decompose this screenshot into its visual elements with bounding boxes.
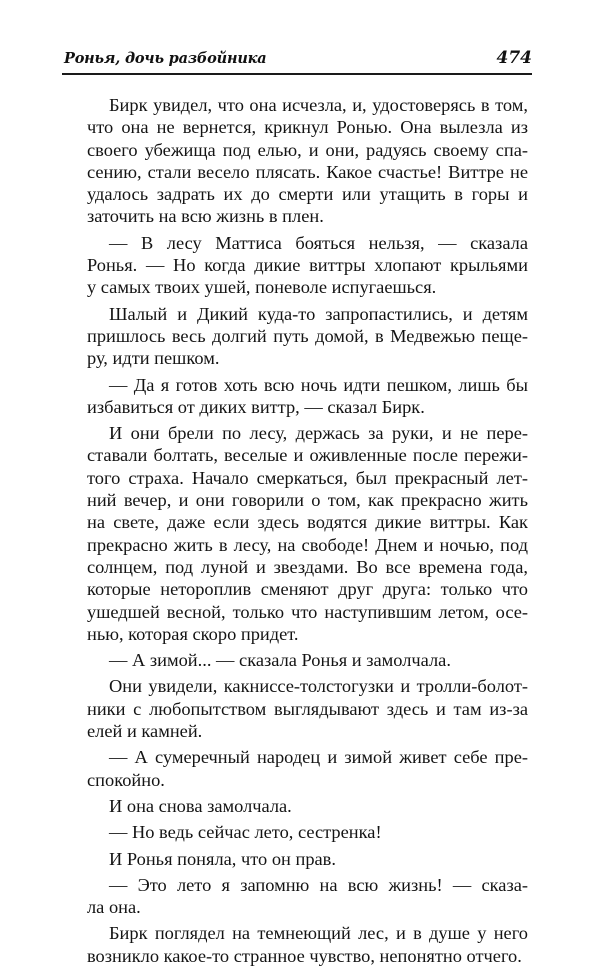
paragraph <box>87 848 528 870</box>
running-header <box>62 50 532 76</box>
text-line: Шалый и Дикий куда-то запропастились, и детям <box>109 303 528 324</box>
text-line: ники с любопытством выглядывают здесь и там из-за <box>87 698 528 719</box>
text-line: — Да я готов хоть всю ночь идти пешком, лишь бы <box>109 374 528 395</box>
text-line: — А сумеречный народец и зимой живет себе пре- <box>109 747 528 768</box>
text-line: — В лесу Маттиса бояться нельзя, — сказала <box>109 232 528 253</box>
text-line: Они увидели, какниссе-толстогузки и тролли-болот- <box>109 676 528 697</box>
paragraph <box>87 94 528 228</box>
text-line: спокойно. <box>87 769 165 790</box>
body-text <box>87 94 528 971</box>
text-line: ла она. <box>87 897 141 918</box>
text-line: Бирк поглядел на темнеющий лес, и в душе у него <box>109 923 528 944</box>
paragraph <box>87 374 528 419</box>
text-line: — Но ведь сейчас лето, сестренка! <box>109 822 382 843</box>
paragraph <box>87 649 528 671</box>
text-line: заточить на всю жизнь в плен. <box>87 206 324 227</box>
text-line: удалось задрать их до смерти или утащить в горы и <box>87 184 528 205</box>
text-line: ушедшей весной, только что наступившим летом, осе- <box>87 601 528 622</box>
text-line: у самых твоих ушей, поневоле испугаешься. <box>87 277 437 298</box>
text-line: И Ронья поняла, что он прав. <box>109 848 336 869</box>
text-line: — Это лето я запомню на всю жизнь! — сказа- <box>109 874 528 895</box>
text-line: И она снова замолчала. <box>109 795 292 816</box>
paragraph <box>87 795 528 817</box>
text-line: возникло какое-то странное чувство, непонятно отчего. <box>87 945 522 966</box>
paragraph <box>87 874 528 919</box>
text-line: Ронья. — Но когда дикие виттры хлопают крыльями <box>87 255 528 276</box>
text-line: избавиться от диких виттр, — сказал Бирк. <box>87 396 425 417</box>
text-line: ставали болтать, веселые и оживленные после пережи- <box>87 445 528 466</box>
text-line: Бирк увидел, что она исчезла, и, удостоверясь в том, <box>109 95 528 115</box>
text-line: нью, которая скоро придет. <box>87 623 299 644</box>
text-line: И они брели по лесу, держась за руки, и не пере- <box>109 423 528 444</box>
paragraph <box>87 746 528 791</box>
paragraph <box>87 232 528 299</box>
book-title: Ронья, дочь разбойника <box>64 50 267 67</box>
paragraph <box>87 821 528 843</box>
text-line: елей и камней. <box>87 721 203 742</box>
text-line: пришлось весь долгий путь домой, в Медвежью пеще- <box>87 325 528 346</box>
text-line: того страха. Начало смеркаться, был прекрасный лет- <box>87 467 528 488</box>
text-line: прекрасно жить в лесу, на свободе! Днем и ночью, под <box>87 534 528 555</box>
text-line: сению, стали весело плясать. Какое счастье! Виттре не <box>87 161 528 182</box>
paragraph <box>87 422 528 645</box>
text-line: своего убежища под елью, и они, радуясь своему спа- <box>87 139 528 160</box>
header-rule <box>62 73 532 75</box>
text-line: что она не вернется, крикнул Ронью. Она вылезла из <box>87 117 528 138</box>
text-line: солнцем, под луной и звездами. Во все времена года, <box>87 556 528 577</box>
text-line: на свете, даже если здесь водятся дикие виттры. Как <box>87 512 528 533</box>
page-number: 474 <box>496 48 532 68</box>
text-line: ний вечер, и они говорили о том, как прекрасно жить <box>87 490 528 511</box>
paragraph <box>87 675 528 742</box>
paragraph <box>87 922 528 967</box>
text-line: — А зимой... — сказала Ронья и замолчала. <box>109 650 451 671</box>
text-line: ру, идти пешком. <box>87 348 220 369</box>
text-line: которые нетороплив сменяют друг друга: только что <box>87 579 528 600</box>
paragraph <box>87 303 528 370</box>
